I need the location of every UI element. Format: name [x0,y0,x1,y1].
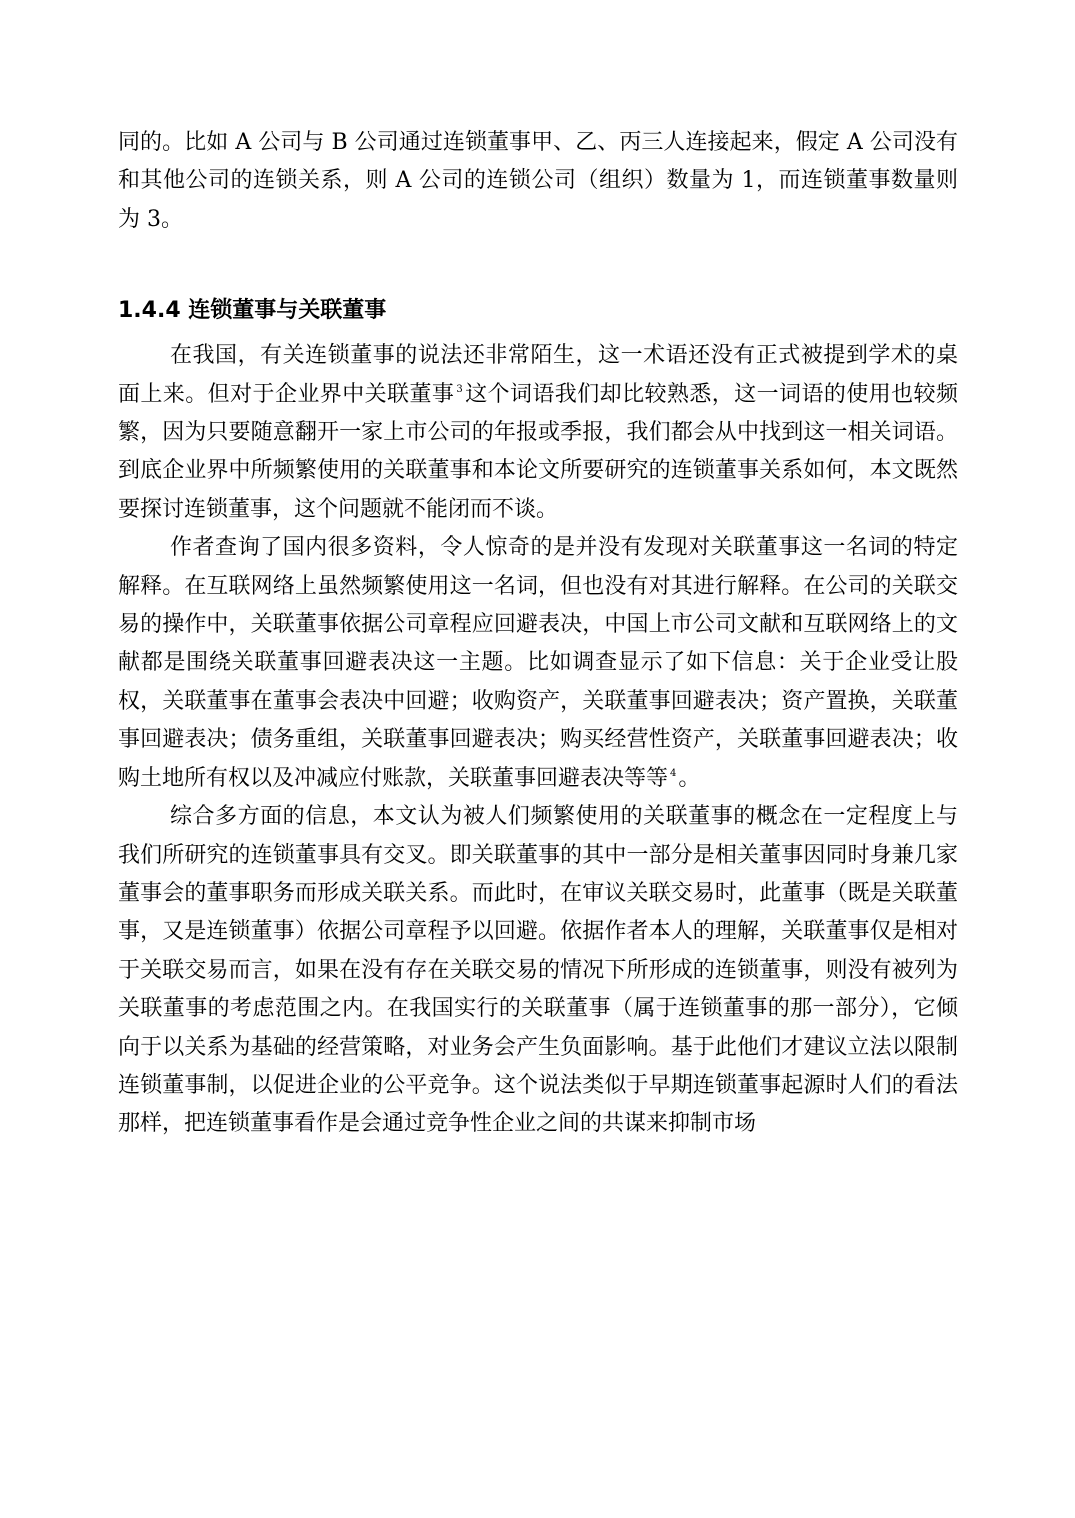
paragraph-1-text-b: 这个词语我们却比较熟悉，这一词语的使用也较频繁，因为只要随意翻开一家上市公司的年报或季报，我们都会从中找到这一相关词语。到底企业界中所频繁使用的关联董事和本论文所要研究的连锁董事关系如何，本文既然要探讨连锁董事，这个问题就不能闭而不谈。 [118,381,958,522]
paragraph-3 [118,798,958,1144]
paragraph-2 [118,529,958,798]
paragraph-1 [118,337,958,529]
paragraph-2-text-b: 。 [678,765,701,791]
intro-paragraph [118,124,958,239]
paragraph-2-text-a: 作者查询了国内很多资料，令人惊奇的是并没有发现对关联董事这一名词的特定解释。在互联网络上虽然频繁使用这一名词，但也没有对其进行解释。在公司的关联交易的操作中，关联董事依据公司章程应回避表决，中国上市公司文献和互联网络上的文献都是围绕关联董事回避表决这一主题。比如调查显示了如下信息：关于企业受让股权，关联董事在董事会表决中回避；收购资产，关联董事回避表决；资产置换，关联董事回避表决；债务重组，关联董事回避表决；购买经营性资产，关联董事回避表决；收购土地所有权以及冲减应付账款，关联董事回避表决等等 [118,535,958,791]
intro-text: 同的。比如 A 公司与 B 公司通过连锁董事甲、乙、丙三人连接起来，假定 A 公司没有和其他公司的连锁关系，则 A 公司的连锁公司（组织）数量为 1，而连锁董事数量则为 3。 [118,130,958,232]
paragraph-3-text: 综合多方面的信息，本文认为被人们频繁使用的关联董事的概念在一定程度上与我们所研究的连锁董事具有交叉。即关联董事的其中一部分是相关董事因同时身兼几家董事会的董事职务而形成关联关系。而此时，在审议关联交易时，此董事（既是关联董事，又是连锁董事）依据公司章程予以回避。依据作者本人的理解，关联董事仅是相对于关联交易而言，如果在没有存在关联交易的情况下所形成的连锁董事，则没有被列为关联董事的考虑范围之内。在我国实行的关联董事（属于连锁董事的那一部分），它倾向于以关系为基础的经营策略，对业务会产生负面影响。基于此他们才建议立法以限制连锁董事制，以促进企业的公平竞争。这个说法类似于早期连锁董事起源时人们的看法那样，把连锁董事看作是会通过竞争性企业之间的共谋来抑制市场 [118,804,958,1137]
footnote-ref-4[interactable]: 4 [670,768,677,780]
paragraph-1-text-a: 在我国，有关连锁董事的说法还非常陌生，这一术语还没有正式被提到学术的桌面上来。但对于企业界中关联董事 [118,343,958,407]
footnote-ref-3[interactable]: 3 [456,384,463,396]
section-heading: 1.4.4 连锁董事与关联董事 [118,298,387,324]
document-page [118,124,958,1144]
